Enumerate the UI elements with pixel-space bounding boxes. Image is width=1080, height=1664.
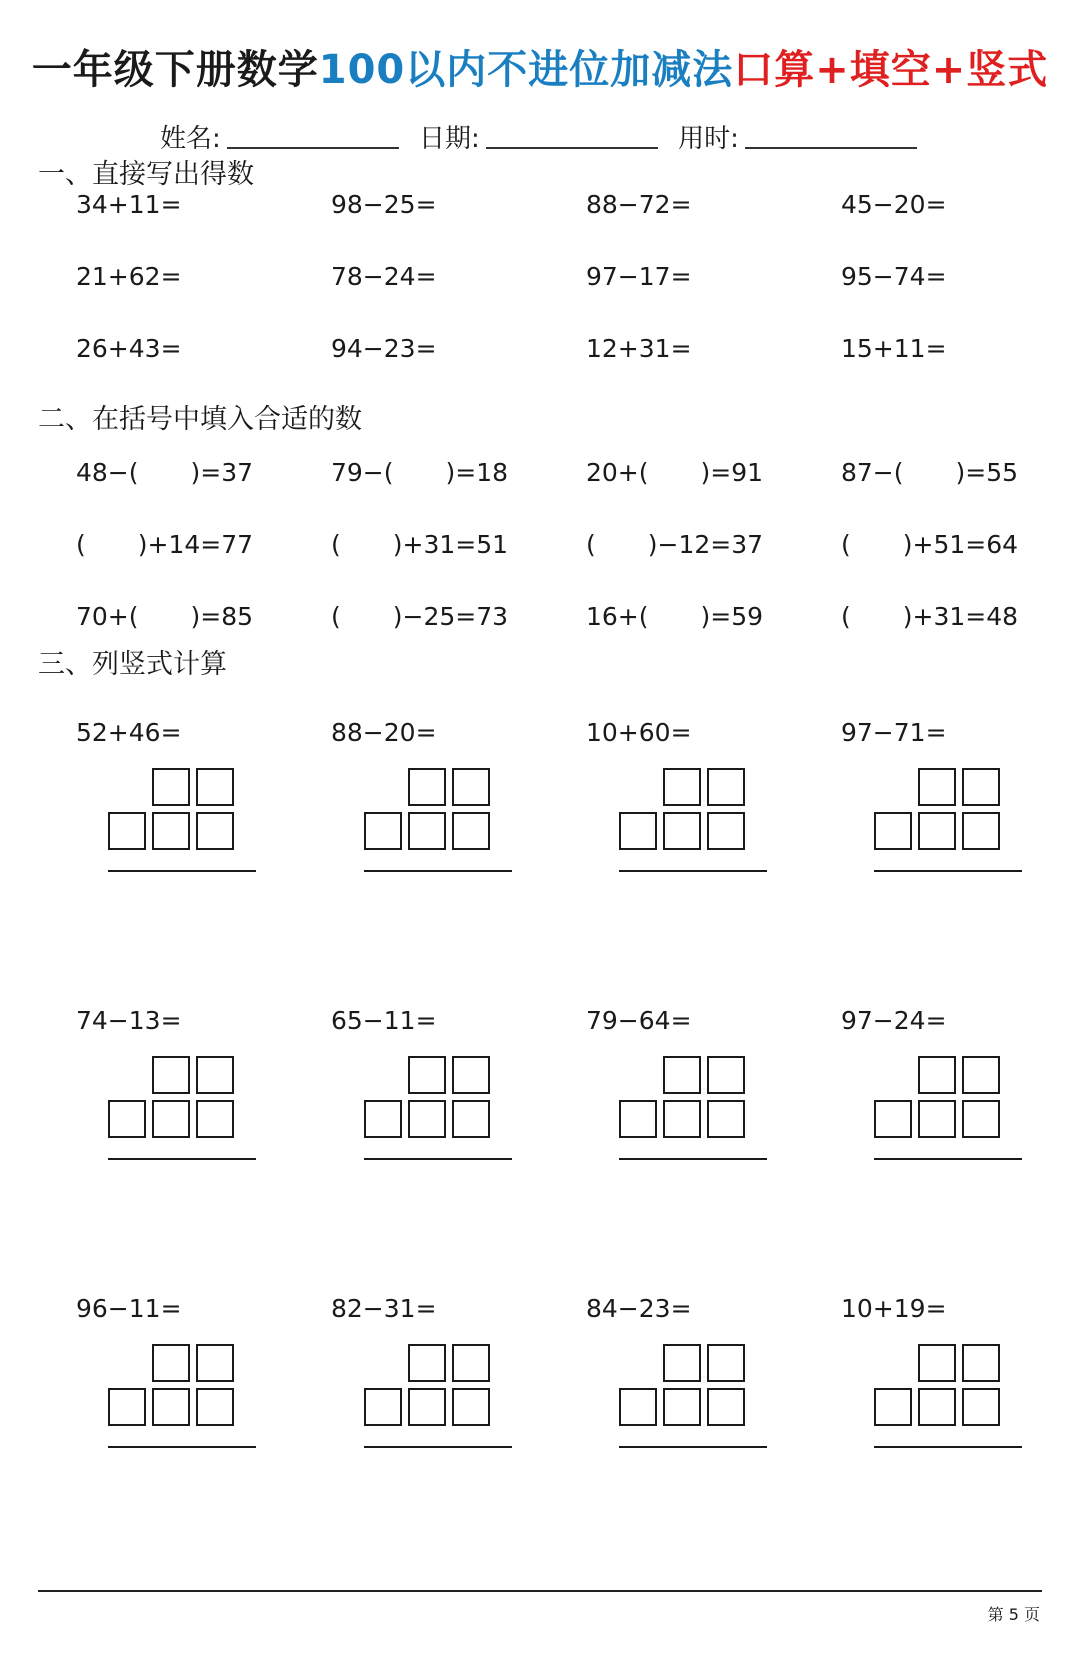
vertical-calc-grid [364,768,514,878]
fill-blank-problem [586,602,763,631]
vertical-calc-grid [364,1344,514,1454]
digit-box[interactable] [152,1344,190,1382]
problem-suffix: )=91 [700,458,764,487]
digit-box[interactable] [408,1388,446,1426]
digit-box[interactable] [874,1388,912,1426]
problem-prefix: ( [331,530,341,559]
digit-box[interactable] [874,812,912,850]
digit-box[interactable] [452,1344,490,1382]
digit-box[interactable] [196,768,234,806]
vertical-problem: 96−11= [76,1294,182,1323]
fill-blank-problem [331,602,508,631]
oral-problem: 97−17= [586,262,692,291]
digit-box[interactable] [619,812,657,850]
result-line [364,1446,512,1448]
digit-box[interactable] [663,1344,701,1382]
vertical-problem: 88−20= [331,718,437,747]
problem-suffix: )+14=77 [137,530,254,559]
title-part-grade: 一年级下册数学 [31,47,319,93]
fill-blank-problem [76,602,253,631]
digit-box[interactable] [962,768,1000,806]
problem-prefix: 87−( [841,458,904,487]
result-line [364,1158,512,1160]
problem-suffix: )+51=64 [902,530,1019,559]
digit-box[interactable] [918,768,956,806]
problem-prefix: ( [586,530,596,559]
digit-box[interactable] [364,1388,402,1426]
digit-box[interactable] [962,1100,1000,1138]
digit-box[interactable] [619,1388,657,1426]
digit-box[interactable] [874,1100,912,1138]
digit-box[interactable] [108,812,146,850]
problem-suffix: )=55 [955,458,1019,487]
digit-box[interactable] [152,812,190,850]
fill-blank-problem [841,602,1018,631]
fill-blank-problem [76,458,253,487]
digit-box[interactable] [196,1344,234,1382]
vertical-problem: 74−13= [76,1006,182,1035]
problem-prefix: ( [76,530,86,559]
problem-suffix: )−25=73 [392,602,509,631]
fill-blank-problem [76,530,253,559]
problem-prefix: 48−( [76,458,139,487]
section-1-title: 一、直接写出得数 [38,159,254,190]
digit-box[interactable] [408,1100,446,1138]
result-line [874,1158,1022,1160]
problem-prefix: ( [841,602,851,631]
problem-prefix: 79−( [331,458,394,487]
result-line [619,1158,767,1160]
vertical-calc-grid [874,768,1024,878]
oral-problem: 26+43= [76,334,182,363]
digit-box[interactable] [918,1056,956,1094]
digit-box[interactable] [962,812,1000,850]
footer-divider [38,1590,1042,1592]
result-line [619,870,767,872]
digit-box[interactable] [452,1100,490,1138]
digit-box[interactable] [408,768,446,806]
vertical-calc-grid [108,1056,258,1166]
vertical-problem: 10+19= [841,1294,947,1323]
digit-box[interactable] [918,1388,956,1426]
name-label: 姓名: [160,124,221,154]
digit-box[interactable] [196,1056,234,1094]
digit-box[interactable] [108,1388,146,1426]
vertical-problem: 84−23= [586,1294,692,1323]
digit-box[interactable] [962,1388,1000,1426]
time-field [678,118,917,155]
oral-problem: 12+31= [586,334,692,363]
digit-box[interactable] [918,1344,956,1382]
fill-blank-problem [841,458,1018,487]
digit-box[interactable] [152,1056,190,1094]
oral-problem: 88−72= [586,190,692,219]
oral-problem: 15+11= [841,334,947,363]
digit-box[interactable] [663,1100,701,1138]
digit-box[interactable] [196,812,234,850]
fill-blank-problem [331,458,508,487]
problem-suffix: )+31=48 [902,602,1019,631]
digit-box[interactable] [918,812,956,850]
digit-box[interactable] [962,1344,1000,1382]
digit-box[interactable] [196,1388,234,1426]
problem-prefix: 16+( [586,602,649,631]
vertical-calc-grid [364,1056,514,1166]
digit-box[interactable] [364,1100,402,1138]
vertical-calc-grid [108,768,258,878]
fill-blank-problem [331,530,508,559]
vertical-problem: 82−31= [331,1294,437,1323]
section-3-title: 三、列竖式计算 [38,649,227,680]
digit-box[interactable] [918,1100,956,1138]
digit-box[interactable] [619,1100,657,1138]
oral-problem: 95−74= [841,262,947,291]
digit-box[interactable] [152,768,190,806]
time-label: 用时: [678,124,739,154]
digit-box[interactable] [707,768,745,806]
problem-suffix: )=59 [700,602,764,631]
digit-box[interactable] [108,1100,146,1138]
vertical-calc-grid [874,1056,1024,1166]
digit-box[interactable] [663,812,701,850]
digit-box[interactable] [707,1388,745,1426]
fill-blank-problem [586,458,763,487]
date-field [419,118,658,155]
digit-box[interactable] [707,1056,745,1094]
vertical-calc-grid [619,1344,769,1454]
digit-box[interactable] [408,1056,446,1094]
result-line [874,870,1022,872]
fill-blank-problem [586,530,763,559]
problem-prefix: ( [841,530,851,559]
vertical-calc-grid [108,1344,258,1454]
problem-suffix: )+31=51 [392,530,509,559]
digit-box[interactable] [408,1344,446,1382]
digit-box[interactable] [452,1388,490,1426]
result-line [108,1446,256,1448]
digit-box[interactable] [452,812,490,850]
digit-box[interactable] [707,1344,745,1382]
digit-box[interactable] [196,1100,234,1138]
page-title [0,38,1080,95]
title-part-type: 口算+填空+竖式 [733,47,1049,93]
digit-box[interactable] [707,1100,745,1138]
digit-box[interactable] [408,812,446,850]
vertical-calc-grid [619,1056,769,1166]
student-info-row [160,118,929,155]
vertical-problem: 97−24= [841,1006,947,1035]
page-number: 第 5 页 [987,1605,1040,1624]
digit-box[interactable] [452,1056,490,1094]
oral-problem: 21+62= [76,262,182,291]
oral-problem: 45−20= [841,190,947,219]
vertical-calc-grid [619,768,769,878]
result-line [874,1446,1022,1448]
problem-suffix: )−12=37 [647,530,764,559]
problem-prefix: 70+( [76,602,139,631]
vertical-calc-grid [874,1344,1024,1454]
section-2-title: 二、在括号中填入合适的数 [38,404,362,435]
vertical-problem: 10+60= [586,718,692,747]
digit-box[interactable] [663,768,701,806]
title-part-topic: 100以内不进位加减法 [318,47,734,93]
digit-box[interactable] [663,1388,701,1426]
problem-suffix: )=37 [190,458,254,487]
oral-problem: 78−24= [331,262,437,291]
digit-box[interactable] [152,1388,190,1426]
date-blank[interactable] [486,123,658,149]
time-blank[interactable] [745,123,917,149]
vertical-problem: 97−71= [841,718,947,747]
date-label: 日期: [419,124,480,154]
oral-problem: 98−25= [331,190,437,219]
vertical-problem: 52+46= [76,718,182,747]
vertical-problem: 79−64= [586,1006,692,1035]
problem-prefix: 20+( [586,458,649,487]
name-field [160,118,399,155]
digit-box[interactable] [364,812,402,850]
problem-suffix: )=18 [445,458,509,487]
oral-problem: 34+11= [76,190,182,219]
digit-box[interactable] [152,1100,190,1138]
name-blank[interactable] [227,123,399,149]
digit-box[interactable] [962,1056,1000,1094]
problem-prefix: ( [331,602,341,631]
digit-box[interactable] [663,1056,701,1094]
result-line [108,870,256,872]
result-line [364,870,512,872]
result-line [108,1158,256,1160]
fill-blank-problem [841,530,1018,559]
vertical-problem: 65−11= [331,1006,437,1035]
result-line [619,1446,767,1448]
digit-box[interactable] [452,768,490,806]
problem-suffix: )=85 [190,602,254,631]
oral-problem: 94−23= [331,334,437,363]
digit-box[interactable] [707,812,745,850]
